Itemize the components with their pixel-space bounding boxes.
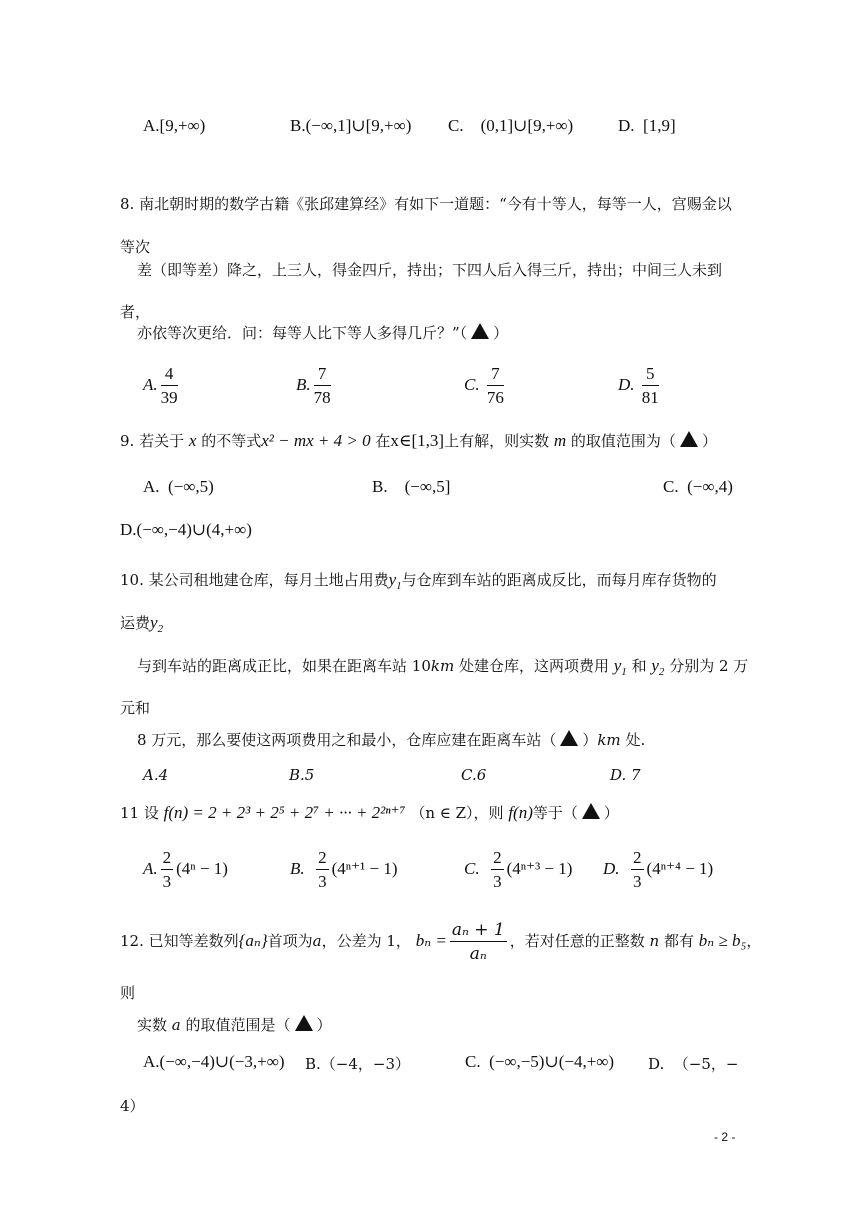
text: 处建仓库，这两项费用	[454, 657, 609, 675]
page-number: - 2 -	[714, 1130, 736, 1144]
text: 与仓库到车站的距离成反比，而每月库存货物的	[401, 571, 717, 589]
q8-question-text: 亦依等次更给．问：每等人比下等人多得几斤？”（	[137, 324, 468, 342]
var-y1: $y_1$	[388, 570, 402, 592]
q9-stem	[120, 430, 717, 451]
q8-line-1: 8. 南北朝时期的数学古籍《张邱建算经》有如下一道题：“今有十等人，每等一人，宫赐金以	[120, 195, 732, 213]
bn-definition: bₙ =	[415, 931, 447, 950]
numerator: 2	[631, 848, 644, 870]
fraction	[161, 364, 178, 408]
var-y1: $y_1$	[613, 656, 627, 678]
fraction	[161, 848, 174, 892]
close-paren: ）	[316, 1016, 332, 1034]
q12-stem	[120, 920, 761, 964]
q10-option-c: C.6	[461, 766, 487, 784]
answer-triangle-icon	[560, 730, 578, 746]
fraction	[642, 364, 659, 408]
text: 与到车站的距离成正比，如果在距离车站 10	[137, 657, 431, 675]
q11-stem	[120, 802, 619, 823]
q12-line-3	[137, 1014, 332, 1035]
q10-option-d: D. 7	[610, 766, 641, 784]
fraction	[491, 848, 504, 892]
text: 实数	[137, 1016, 168, 1034]
text: 8 万元，那么要使这两项费用之和最小，仓库应建在距离车站（	[137, 731, 557, 749]
q8-option-c	[464, 364, 507, 408]
inequality: x² − mx + 4 > 0	[261, 431, 371, 450]
q11-option-c	[464, 848, 572, 892]
q12-option-b: B.（−4，−3）	[305, 1055, 411, 1073]
q11-option-a	[143, 848, 228, 892]
var-m: m	[553, 431, 567, 450]
fraction	[487, 364, 504, 408]
q12-option-d-continued: 4）	[120, 1097, 145, 1115]
numerator: 2	[161, 848, 174, 870]
denominator: 3	[318, 872, 327, 891]
close-paren: ）	[603, 804, 619, 822]
var-y2: $y_2$	[150, 613, 164, 635]
var-x: x	[188, 431, 197, 450]
text: ，若对任意的正整数	[509, 932, 645, 950]
numerator: 5	[642, 364, 659, 386]
q12-option-a: A.(−∞,−4)∪(−3,+∞)	[143, 1052, 285, 1071]
q12-number: 12. 已知等差数列	[120, 932, 239, 950]
q8-line-3: 差（即等差）降之，上三人，得金四斤，持出；下四人后入得三斤，持出；中间三人未到	[137, 261, 723, 279]
domain-range: x∈[1,3]	[390, 431, 445, 450]
q8-option-a	[143, 364, 181, 408]
expression: (4ⁿ⁺¹ − 1)	[331, 858, 398, 878]
sequence: {aₙ}	[238, 931, 268, 950]
numerator: 2	[491, 848, 504, 870]
q10-option-b: B.5	[289, 766, 315, 784]
q9-option-b: B. (−∞,5]	[372, 477, 451, 496]
close-paren: ）	[701, 432, 717, 450]
option-label: D.	[603, 858, 620, 878]
option-label: B.	[296, 374, 311, 394]
numerator: 2	[316, 848, 329, 870]
q10-line-2	[120, 612, 163, 635]
q9-option-a: A. (−∞,5)	[143, 477, 214, 496]
denominator: 76	[486, 388, 504, 407]
q9-number: 9. 若关于	[120, 432, 185, 450]
answer-triangle-icon	[680, 431, 698, 447]
inequality: bₙ ≥ b₅	[698, 931, 747, 950]
option-label: C.	[464, 374, 480, 394]
q8-line-4: 者，	[120, 303, 151, 321]
fraction	[631, 848, 644, 892]
denominator: 3	[633, 872, 642, 891]
text: 的不等式	[201, 432, 262, 450]
denominator: 81	[641, 388, 659, 407]
q8-line-5	[137, 322, 508, 343]
expression: (4ⁿ⁺⁴ − 1)	[646, 858, 714, 878]
expression: (4ⁿ − 1)	[176, 858, 228, 878]
text: 的取值范围是（	[185, 1016, 291, 1034]
fraction	[450, 920, 507, 964]
q10-line-4: 元和	[120, 699, 151, 717]
fraction	[314, 364, 331, 408]
denominator: 3	[493, 872, 502, 891]
q10-option-a: A.4	[143, 766, 169, 784]
q7-option-b: B.(−∞,1]∪[9,+∞)	[290, 116, 412, 135]
function-name: f(n)	[508, 803, 533, 822]
text: 首项为	[267, 932, 313, 950]
text: 运费	[120, 614, 151, 632]
option-label: A.	[143, 858, 158, 878]
text: 的取值范围为（	[570, 432, 676, 450]
q10-line-1	[120, 569, 717, 592]
y-symbol: y	[150, 613, 158, 632]
q8-line-2: 等次	[120, 238, 151, 256]
q8-close-paren: ）	[493, 324, 509, 342]
text: 上有解，则实数	[444, 432, 550, 450]
q8-option-d	[618, 364, 662, 408]
text: 10. 某公司租地建仓库，每月土地占用费	[120, 571, 389, 589]
q12-option-c: C. (−∞,−5)∪(−4,+∞)	[465, 1052, 615, 1071]
option-label: C.	[464, 858, 480, 878]
condition: （n ∈ Z），则	[410, 804, 504, 822]
denominator: aₙ	[469, 944, 487, 964]
text: 在	[375, 432, 391, 450]
answer-triangle-icon	[582, 803, 600, 819]
y-symbol: y	[388, 570, 397, 589]
denominator: 78	[313, 388, 331, 407]
q7-option-c: C. (0,1]∪[9,+∞)	[448, 116, 574, 135]
denominator: 3	[162, 872, 172, 891]
var-a: a	[312, 932, 322, 950]
text: 都有	[663, 932, 694, 950]
answer-triangle-icon	[295, 1015, 313, 1031]
q10-line-5	[137, 729, 645, 750]
text: 分别为 2 万	[669, 657, 749, 675]
y-symbol: y	[613, 656, 622, 675]
option-label: A.	[143, 374, 158, 394]
numerator: 7	[487, 364, 504, 386]
q9-option-c: C. (−∞,4)	[663, 477, 733, 496]
q11-number: 11 设	[120, 804, 159, 822]
numerator: 4	[161, 364, 178, 386]
numerator: 7	[314, 364, 331, 386]
close-paren: ）	[582, 731, 598, 749]
var-n: n	[649, 932, 660, 950]
expression: (4ⁿ⁺³ − 1)	[506, 858, 573, 878]
var-y2: $y_2$	[651, 656, 665, 678]
q11-option-d	[603, 848, 713, 892]
q8-option-b	[296, 364, 334, 408]
y-symbol: y	[651, 656, 659, 675]
q11-option-b	[290, 848, 397, 892]
text: ，	[746, 932, 762, 950]
text: 处.	[620, 731, 646, 749]
text: 和	[631, 657, 647, 675]
unit-km: km	[597, 731, 621, 749]
option-label: D.	[618, 374, 635, 394]
q9-option-d: D.(−∞,−4)∪(4,+∞)	[120, 520, 252, 539]
q12-line-2: 则	[120, 984, 136, 1002]
q12-option-d: D. （−5，−	[648, 1055, 739, 1073]
answer-triangle-icon	[471, 323, 489, 339]
var-a: a	[171, 1016, 181, 1034]
q7-option-d: D. [1,9]	[618, 116, 676, 135]
function-definition: f(n) = 2 + 2³ + 2⁵ + 2⁷ + ··· + 2²ⁿ⁺⁷	[163, 803, 406, 822]
text: 等于（	[532, 804, 578, 822]
fraction	[316, 848, 329, 892]
q10-line-3	[137, 655, 748, 678]
numerator: aₙ + 1	[451, 920, 505, 940]
q7-option-a: A.[9,+∞)	[143, 116, 206, 135]
unit-km: km	[430, 657, 455, 675]
denominator: 39	[160, 388, 178, 407]
text: ，公差为 1，	[321, 932, 411, 950]
option-label: B.	[290, 858, 305, 878]
